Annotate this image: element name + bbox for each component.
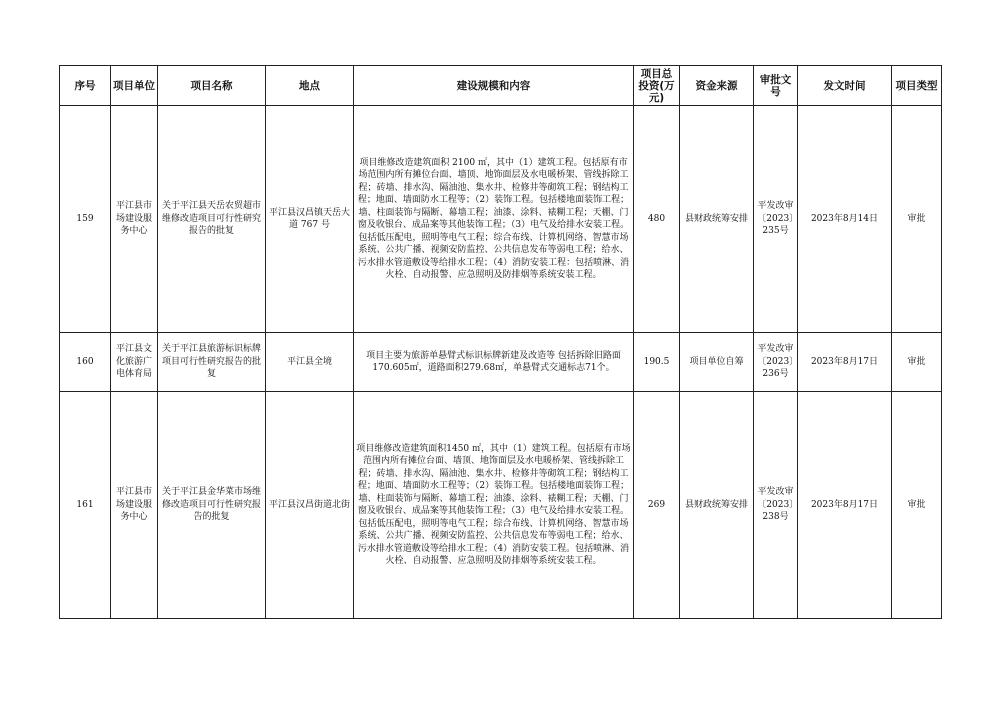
header-content: 建设规模和内容 <box>354 66 634 106</box>
cell-seq: 161 <box>60 392 111 619</box>
header-location: 地点 <box>266 66 354 106</box>
project-approval-table <box>59 65 942 619</box>
header-unit: 项目单位 <box>111 66 158 106</box>
header-seq: 序号 <box>60 66 111 106</box>
cell-fund: 项目单位自筹 <box>680 333 754 392</box>
cell-type: 审批 <box>892 106 942 333</box>
cell-content: 项目维修改造建筑面积1450 ㎡，其中（1）建筑工程。包括原有市场范围内所有摊位台面、墙顶、地饰面层及水电暖桥架、管线拆除工程；砖墙、排水沟、隔油池、集水井、检修井等砌筑工程；钢结构工程；地面、墙面防水工程等；（2）装饰工程。包括楼地面装饰工程；墙、柱面装饰与隔断、幕墙工程；油漆、涂料、裱糊工程；天棚、门窗及收银台、成品案等其他装饰工程；（3）电气及给排水安装工程。包括低压配电，照明等电气工程；综合布线、计算机网络、智慧市场系统、公共广播、视频安防监控、公共信息发布等弱电工程；给水、污水排水管道敷设等给排水工程；（4）消防安装工程。包括喷淋、消火栓、自动报警、应急照明及防排烟等系统安装工程。 <box>354 392 634 619</box>
table-row <box>60 106 942 333</box>
cell-fund: 县财政统筹安排 <box>680 106 754 333</box>
cell-approval-no: 平发改审〔2023〕236号 <box>754 333 798 392</box>
cell-investment: 480 <box>634 106 680 333</box>
cell-seq: 160 <box>60 333 111 392</box>
cell-name: 关于平江县金华菜市场维修改造项目可行性研究报告的批复 <box>158 392 266 619</box>
cell-type: 审批 <box>892 333 942 392</box>
cell-unit: 平江县市场建设服务中心 <box>111 392 158 619</box>
cell-investment: 190.5 <box>634 333 680 392</box>
cell-content: 项目主要为旅游单悬臂式标识标牌新建及改造等 包括拆除旧路面170.605㎡，道路面积279.68㎡，单悬臂式交通标志71个。 <box>354 333 634 392</box>
cell-name: 关于平江县旅游标识标牌项目可行性研究报告的批复 <box>158 333 266 392</box>
header-type: 项目类型 <box>892 66 942 106</box>
cell-investment: 269 <box>634 392 680 619</box>
cell-date: 2023年8月14日 <box>798 106 892 333</box>
cell-unit: 平江县市场建设服务中心 <box>111 106 158 333</box>
cell-type: 审批 <box>892 392 942 619</box>
cell-date: 2023年8月17日 <box>798 333 892 392</box>
cell-name: 关于平江县天岳农贸超市维修改造项目可行性研究报告的批复 <box>158 106 266 333</box>
header-date: 发文时间 <box>798 66 892 106</box>
cell-content: 项目维修改造建筑面积 2100 ㎡，其中（1）建筑工程。包括原有市场范围内所有摊位台面、墙顶、地饰面层及水电暖桥架、管线拆除工程；砖墙、排水沟、隔油池、集水井、检修井等砌筑工程；钢结构工程；地面、墙面防水工程等；（2）装饰工程。包括楼地面装饰工程；墙、柱面装饰与隔断、幕墙工程；油漆、涂料、裱糊工程；天棚、门窗及收银台、成品案等其他装饰工程；（3）电气及给排水安装工程。包括低压配电，照明等电气工程；综合布线、计算机网络、智慧市场系统、公共广播、视频安防监控、公共信息发布等弱电工程；给水、污水排水管道敷设等给排水工程；（4）消防安装工程：包括喷淋、消火栓、自动报警、应急照明及防排烟等系统安装工程。 <box>354 106 634 333</box>
header-approval-no: 审批文号 <box>754 66 798 106</box>
table-header-row <box>60 66 942 106</box>
header-fund: 资金来源 <box>680 66 754 106</box>
cell-location: 平江县汉昌街道北街 <box>266 392 354 619</box>
table-row <box>60 333 942 392</box>
cell-approval-no: 平发改审〔2023〕235号 <box>754 106 798 333</box>
cell-location: 平江县全境 <box>266 333 354 392</box>
header-name: 项目名称 <box>158 66 266 106</box>
header-investment: 项目总投资(万元) <box>634 66 680 106</box>
cell-location: 平江县汉昌镇天岳大道 767 号 <box>266 106 354 333</box>
cell-approval-no: 平发改审〔2023〕238号 <box>754 392 798 619</box>
cell-date: 2023年8月17日 <box>798 392 892 619</box>
cell-seq: 159 <box>60 106 111 333</box>
table-row <box>60 392 942 619</box>
cell-unit: 平江县文化旅游广电体育局 <box>111 333 158 392</box>
cell-fund: 县财政统筹安排 <box>680 392 754 619</box>
